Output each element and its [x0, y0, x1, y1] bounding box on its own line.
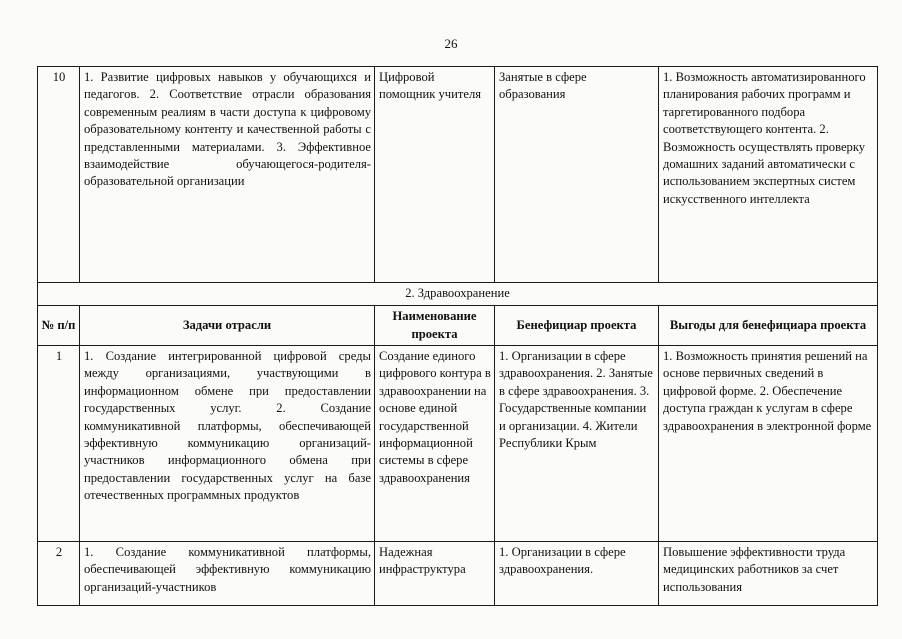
- section-heading-row: [38, 283, 878, 306]
- table-row-1: [38, 346, 878, 542]
- section-title: 2. Здравоохранение: [38, 283, 878, 306]
- row-project: Надежная инфраструктура: [375, 542, 495, 606]
- row-tasks: 1. Создание коммуникативной платформы, обеспечивающей эффективную коммуникацию организаций-участников: [80, 542, 375, 606]
- page-number: 26: [444, 36, 458, 51]
- header-beneficiary: Бенефициар проекта: [495, 306, 659, 346]
- header-tasks: Задачи отрасли: [80, 306, 375, 346]
- header-project: Наименование проекта: [375, 306, 495, 346]
- row-beneficiary: 1. Организации в сфере здравоохранения.: [495, 542, 659, 606]
- table-row-2: [38, 542, 878, 606]
- row-beneficiary: Занятые в сфере образования: [495, 67, 659, 283]
- row-project: Создание единого цифрового контура в здравоохранении на основе единой государственной информационной системы в сфере здравоохранения: [375, 346, 495, 542]
- document-table: [37, 66, 878, 606]
- row-tasks: 1. Развитие цифровых навыков у обучающихся и педагогов. 2. Соответствие отрасли образования современным реалиям в части доступа к цифровому образовательному контенту и качественной работы с представленными материалами. 3. Эффективное взаимодействие обучающегося-родителя-образовательной организации: [80, 67, 375, 283]
- row-number: 10: [38, 67, 80, 283]
- row-benefits: Повышение эффективности труда медицинских работников за счет использования: [659, 542, 878, 606]
- table-row-10: [38, 67, 878, 283]
- row-project: Цифровой помощник учителя: [375, 67, 495, 283]
- row-benefits: 1. Возможность автоматизированного планирования рабочих программ и таргетированного подбора соответствующего контента. 2. Возможность осуществлять проверку домашних заданий автоматически с использованием экспертных систем искусственного интеллекта: [659, 67, 878, 283]
- table-header-row: [38, 306, 878, 346]
- row-benefits: 1. Возможность принятия решений на основе первичных сведений в цифровой форме. 2. Обеспечение доступа граждан к услугам в сфере здравоохранения в электронной форме: [659, 346, 878, 542]
- header-benefits: Выгоды для бенефициара проекта: [659, 306, 878, 346]
- row-beneficiary: 1. Организации в сфере здравоохранения. 2. Занятые в сфере здравоохранения. 3. Государственные компании и организации. 4. Жители Республики Крым: [495, 346, 659, 542]
- row-number: 1: [38, 346, 80, 542]
- row-tasks: 1. Создание интегрированной цифровой среды между организациями, участвующими в информационном обмене при предоставлении государственных услуг. 2. Создание коммуникативной платформы, обеспечивающей эффективную коммуникацию организаций-участников информационного обмена при предоставлении государственных услуг на базе отечественных программных продуктов: [80, 346, 375, 542]
- row-number: 2: [38, 542, 80, 606]
- header-num: № п/п: [38, 306, 80, 346]
